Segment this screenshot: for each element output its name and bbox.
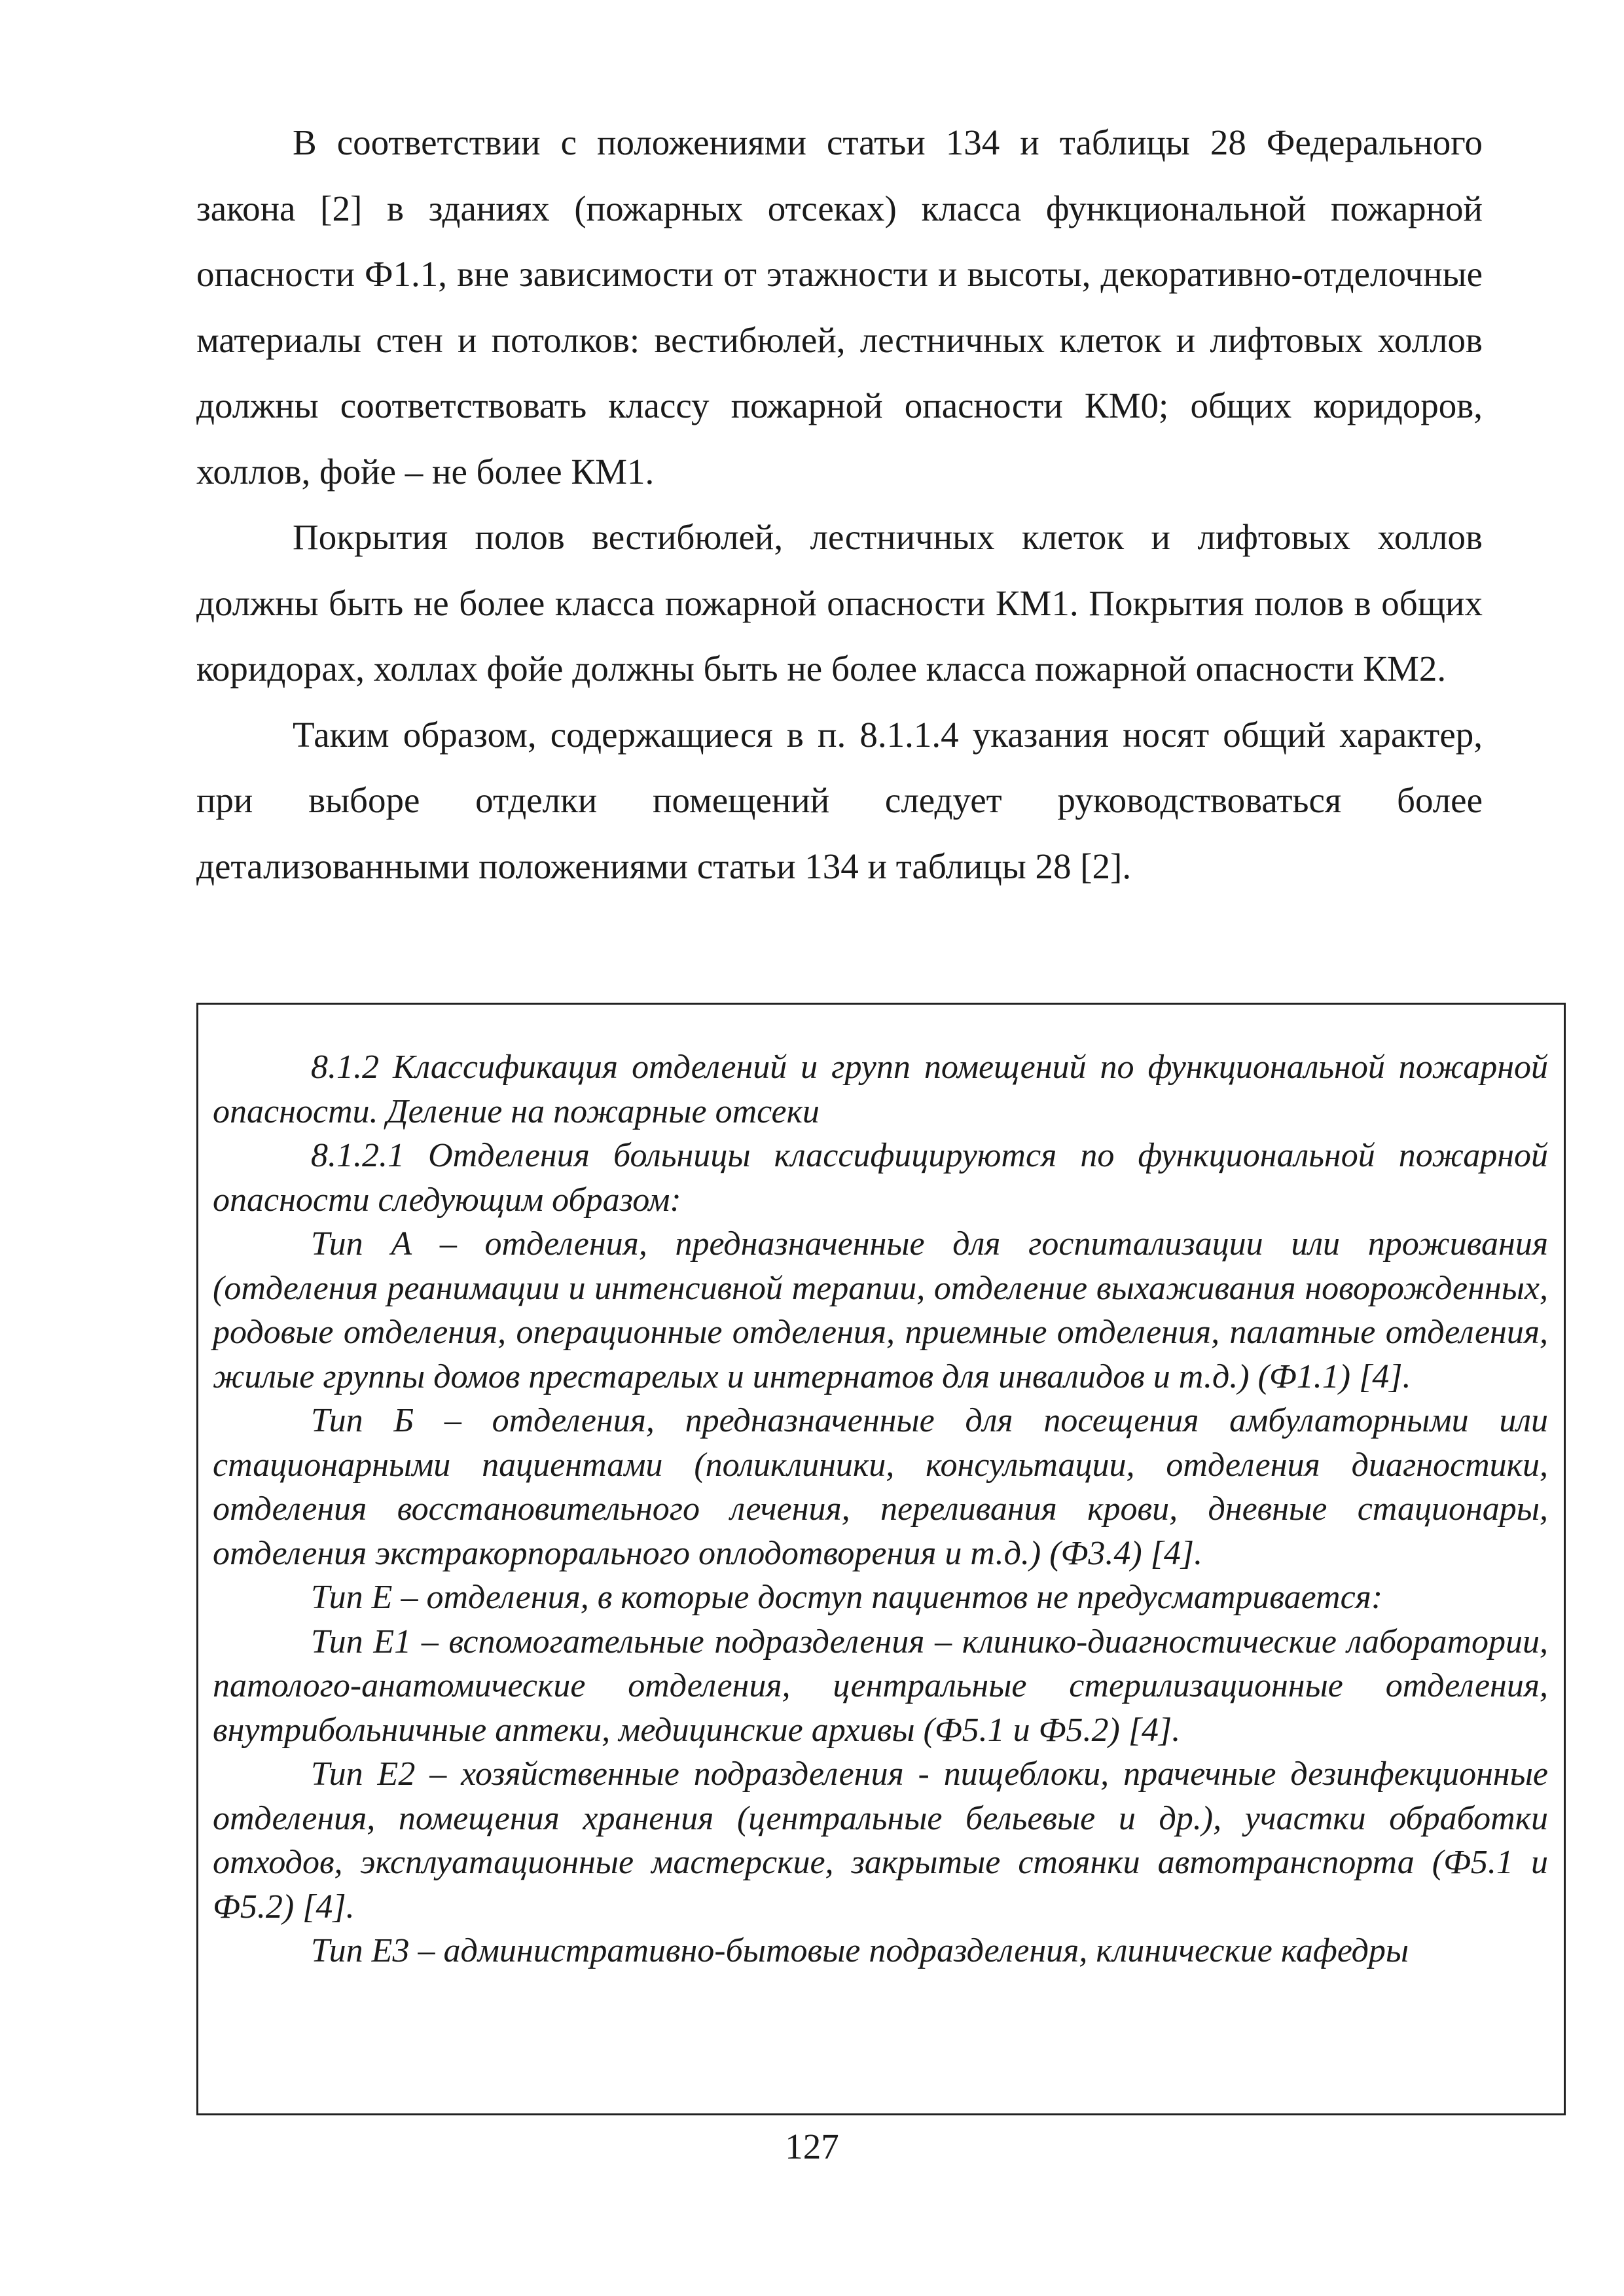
body-text [196,110,1483,899]
body-paragraph-2: Покрытия полов вестибюлей, лестничных клеток и лифтовых холлов должны быть не более класса пожарной опасности КМ1. Покрытия полов в общих коридорах, холлах фойе должны быть не более класса пожарной опасности КМ2. [196,517,1483,689]
quoted-excerpt-text [213,1045,1548,1973]
quoted-excerpt-box [196,1003,1566,2115]
body-paragraph-3: Таким образом, содержащиеся в п. 8.1.1.4 указания носят общий характер, при выборе отделки помещений следует руководствоваться более детализованными положениями статьи 134 и таблицы 28 [2]. [196,714,1483,886]
quote-paragraph-type-b: Тип Б – отделения, предназначенные для посещения амбулаторными или стационарными пациентами (поликлиники, консультации, отделения диагностики, отделения восстановительного лечения, переливания крови, дневные стационары, отделения экстракорпорального оплодотворения и т.д.) (Ф3.4) [4]. [213,1402,1548,1572]
quote-paragraph-type-e3: Тип Е3 – административно-бытовые подразделения, клинические кафедры [311,1932,1409,1969]
page-number: 127 [785,2126,839,2166]
quote-paragraph-type-a: Тип А – отделения, предназначенные для госпитализации или проживания (отделения реанимации и интенсивной терапии, отделение выхаживания новорожденных, родовые отделения, операционные отделения, приемные отделения, палатные отделения, жилые группы домов престарелых и интернатов для инвалидов и т.д.) (Ф1.1) [4]. [213,1225,1548,1395]
quote-paragraph-type-e: Тип Е – отделения, в которые доступ пациентов не предусматривается: [311,1579,1383,1616]
body-paragraph-1: В соответствии с положениями статьи 134 и таблицы 28 Федерального закона [2] в зданиях (пожарных отсеках) класса функциональной пожарной опасности Ф1.1, вне зависимости от этажности и высоты, декоративно-отделочные материалы стен и потолков: вестибюлей, лестничных клеток и лифтовых холлов должны соответствовать классу пожарной опасности КМ0; общих коридоров, холлов, фойе – не более КМ1. [196,122,1483,492]
quote-heading: 8.1.2 Классификация отделений и групп помещений по функциональной пожарной опасности. Деление на пожарные отсеки [213,1049,1548,1130]
quote-paragraph-type-e1: Тип Е1 – вспомогательные подразделения – клинико-диагностические лаборатории, патолого-анатомические отделения, центральные стерилизационные отделения, внутрибольничные аптеки, медицинские архивы (Ф5.1 и Ф5.2) [4]. [213,1623,1548,1749]
quote-paragraph-classification: 8.1.2.1 Отделения больницы классифицируются по функциональной пожарной опасности следующим образом: [213,1137,1548,1219]
quote-paragraph-type-e2: Тип Е2 – хозяйственные подразделения - пищеблоки, прачечные дезинфекционные отделения, помещения хранения (центральные бельевые и др.), участки обработки отходов, эксплуатационные мастерские, закрытые стоянки автотранспорта (Ф5.1 и Ф5.2) [4]. [213,1755,1548,1926]
